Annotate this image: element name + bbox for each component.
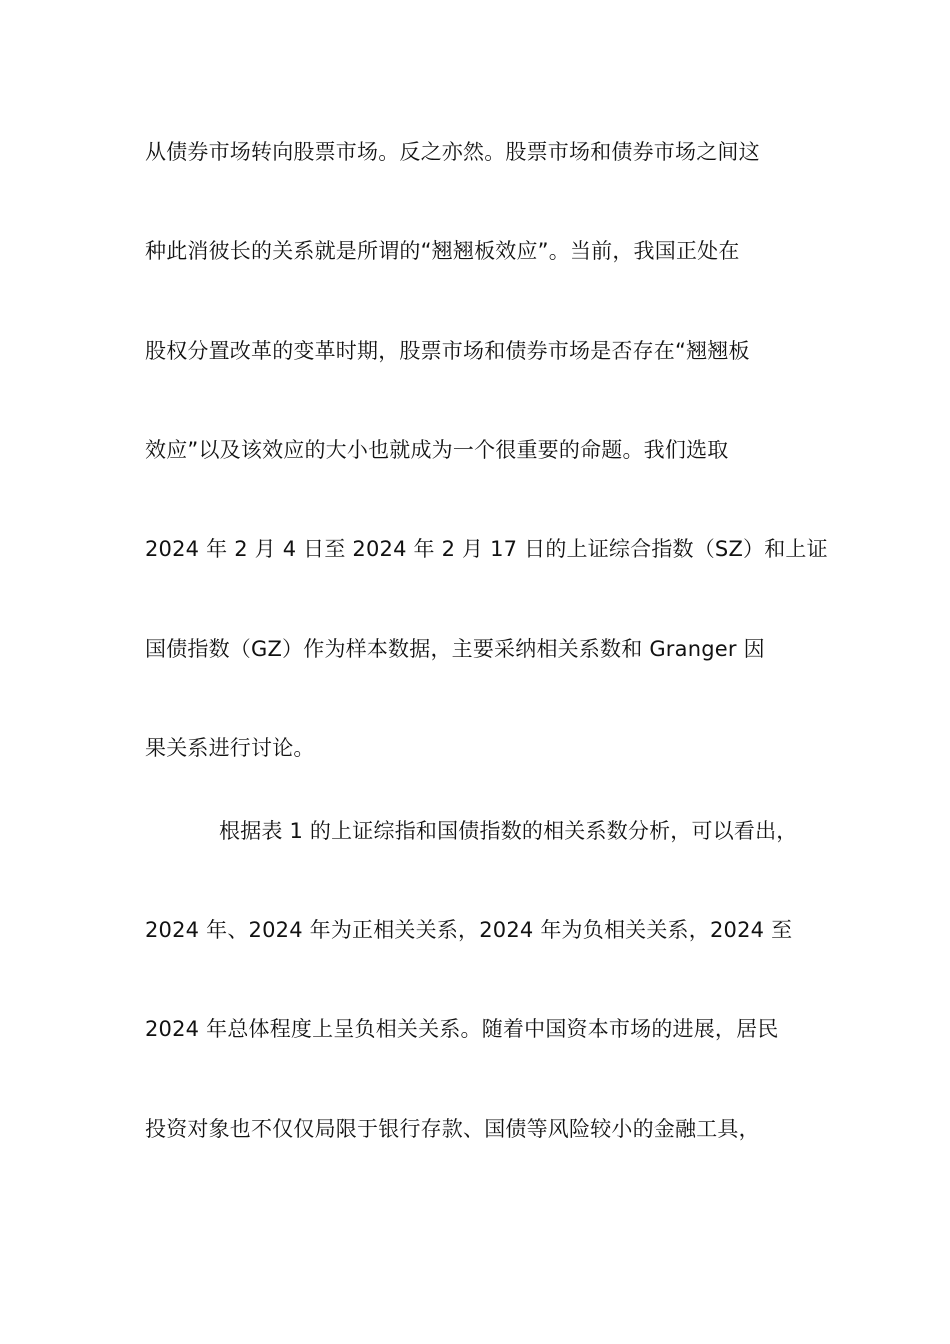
text-line-11: 投资对象也不仅仅局限于银行存款、国债等风险较小的金融工具，	[145, 1117, 760, 1141]
text-line-4: 效应”以及该效应的大小也就成为一个很重要的命题。我们选取	[145, 438, 729, 462]
text-line-2: 种此消彼长的关系就是所谓的“翘翘板效应”。当前，我国正处在	[145, 239, 740, 263]
text-line-1: 从债券市场转向股票市场。反之亦然。股票市场和债券市场之间这	[145, 140, 760, 164]
text-line-10: 2024 年总体程度上呈负相关关系。随着中国资本市场的进展，居民	[145, 1017, 779, 1041]
text-line-9: 2024 年、2024 年为正相关关系，2024 年为负相关关系，2024 至	[145, 918, 793, 942]
text-line-7: 果关系进行讨论。	[145, 736, 315, 760]
paragraph-start-line: 根据表 1 的上证综指和国债指数的相关系数分析，可以看出，	[219, 819, 798, 843]
text-line-3: 股权分置改革的变革时期，股票市场和债券市场是否存在“翘翘板	[145, 339, 750, 363]
text-line-5: 2024 年 2 月 4 日至 2024 年 2 月 17 日的上证综合指数（SZ）和上证	[145, 537, 828, 561]
text-line-6: 国债指数（GZ）作为样本数据，主要采纳相关系数和 Granger 因	[145, 637, 765, 661]
